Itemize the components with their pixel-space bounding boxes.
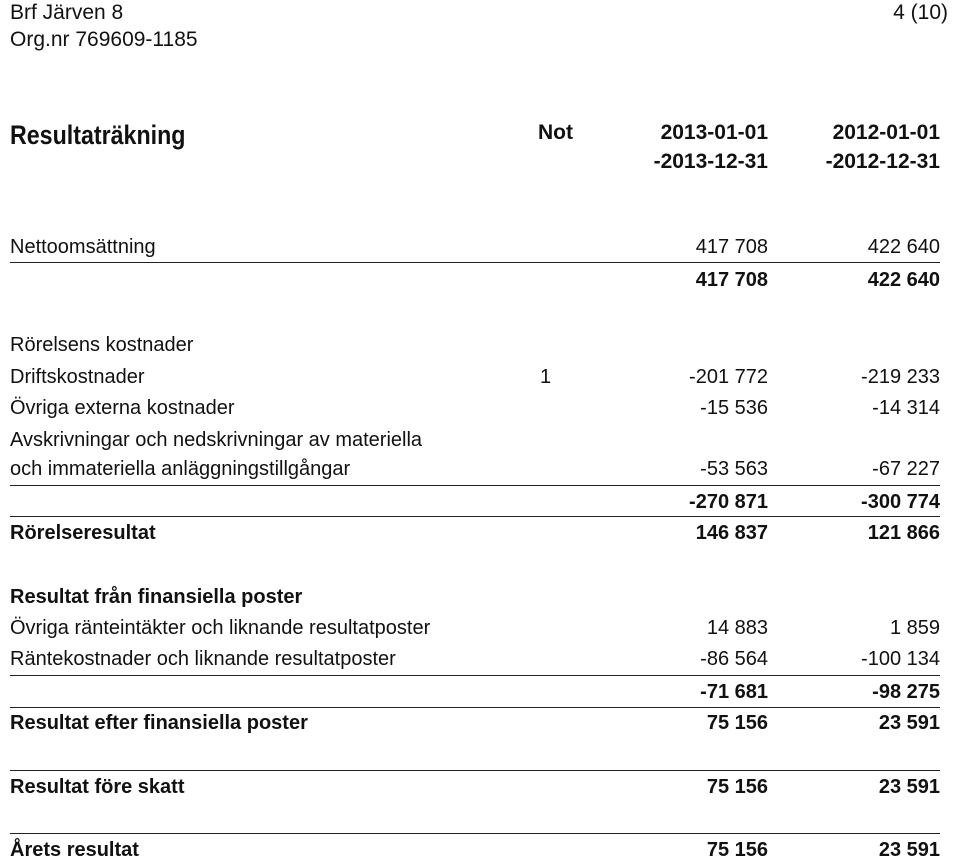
current-value: -53 563 <box>700 458 768 480</box>
row-label: Resultat före skatt <box>10 776 185 798</box>
row-label: Rörelsens kostnader <box>10 334 194 356</box>
table-row-rantekostnader <box>10 648 940 676</box>
divider <box>10 516 940 517</box>
statement-title: Resultaträkning <box>10 120 186 150</box>
divider <box>10 770 940 771</box>
org-number: Org.nr 769609-1185 <box>10 28 198 51</box>
current-value: 75 156 <box>706 776 768 798</box>
table-row-fore-skatt <box>10 776 940 804</box>
prior-value: 422 640 <box>867 269 940 291</box>
section-heading-rorelsens-kostnader <box>10 334 940 362</box>
org-name: Brf Järven 8 <box>10 1 124 24</box>
prior-value: -67 227 <box>872 458 940 480</box>
divider <box>10 833 940 834</box>
page-number: 4 (10) <box>893 1 948 24</box>
table-row-sum-intakter <box>10 269 940 297</box>
divider <box>10 262 940 263</box>
row-label: Övriga ränteintäkter och liknande resultatposter <box>10 617 431 639</box>
table-row-ranteintakter <box>10 617 940 645</box>
table-row-ovriga-externa <box>10 397 940 425</box>
prior-value: 121 866 <box>867 522 940 544</box>
prior-value: -98 275 <box>872 681 940 703</box>
row-label: Nettoomsättning <box>10 236 156 258</box>
prior-value: -300 774 <box>861 491 940 513</box>
row-label: Resultat efter finansiella poster <box>10 712 308 734</box>
note-column-header: Not <box>538 121 573 144</box>
prior-value: 23 591 <box>878 712 940 734</box>
table-row-sum-kostnader <box>10 491 940 519</box>
table-row-efter-finansiella <box>10 712 940 740</box>
prior-value: -14 314 <box>872 397 940 419</box>
row-label: Resultat från finansiella poster <box>10 586 303 608</box>
row-label: och immateriella anläggningstillgångar <box>10 458 351 480</box>
table-row-rorelseresultat <box>10 522 940 550</box>
current-period-start: 2013-01-01 <box>660 121 768 144</box>
current-period-end: -2013-12-31 <box>653 150 768 173</box>
table-row-arets-resultat <box>10 839 940 867</box>
table-row-avskrivningar-line2 <box>10 458 940 486</box>
row-label: Driftskostnader <box>10 366 145 388</box>
current-value: -201 772 <box>689 366 768 388</box>
current-value: -71 681 <box>700 681 768 703</box>
table-row-sum-finansiella <box>10 681 940 709</box>
row-label: Avskrivningar och nedskrivningar av materiella <box>10 429 423 451</box>
section-heading-finansiella-poster <box>10 586 940 614</box>
row-label: Rörelseresultat <box>10 522 156 544</box>
table-row-nettoomsattning <box>10 236 940 264</box>
row-label: Räntekostnader och liknande resultatposter <box>10 648 396 670</box>
prior-value: 422 640 <box>867 236 940 258</box>
current-value: 417 708 <box>695 236 768 258</box>
row-label: Årets resultat <box>10 839 139 861</box>
table-row-avskrivningar-line1 <box>10 429 940 457</box>
current-value: 75 156 <box>706 839 768 861</box>
prior-value: 1 859 <box>889 617 940 639</box>
current-value: 146 837 <box>695 522 768 544</box>
current-value: 417 708 <box>695 269 768 291</box>
current-value: 14 883 <box>706 617 768 639</box>
prior-period-start: 2012-01-01 <box>832 121 940 144</box>
current-value: -15 536 <box>700 397 768 419</box>
divider <box>10 707 940 708</box>
prior-value: 23 591 <box>878 839 940 861</box>
current-value: -86 564 <box>700 648 768 670</box>
divider <box>10 675 940 676</box>
current-value: -270 871 <box>689 491 768 513</box>
current-value: 75 156 <box>706 712 768 734</box>
prior-value: 23 591 <box>878 776 940 798</box>
row-label: Övriga externa kostnader <box>10 397 235 419</box>
prior-value: -219 233 <box>861 366 940 388</box>
note-reference: 1 <box>540 366 552 388</box>
prior-value: -100 134 <box>861 648 940 670</box>
divider <box>10 485 940 486</box>
table-row-driftskostnader <box>10 366 940 394</box>
prior-period-end: -2012-12-31 <box>825 150 940 173</box>
